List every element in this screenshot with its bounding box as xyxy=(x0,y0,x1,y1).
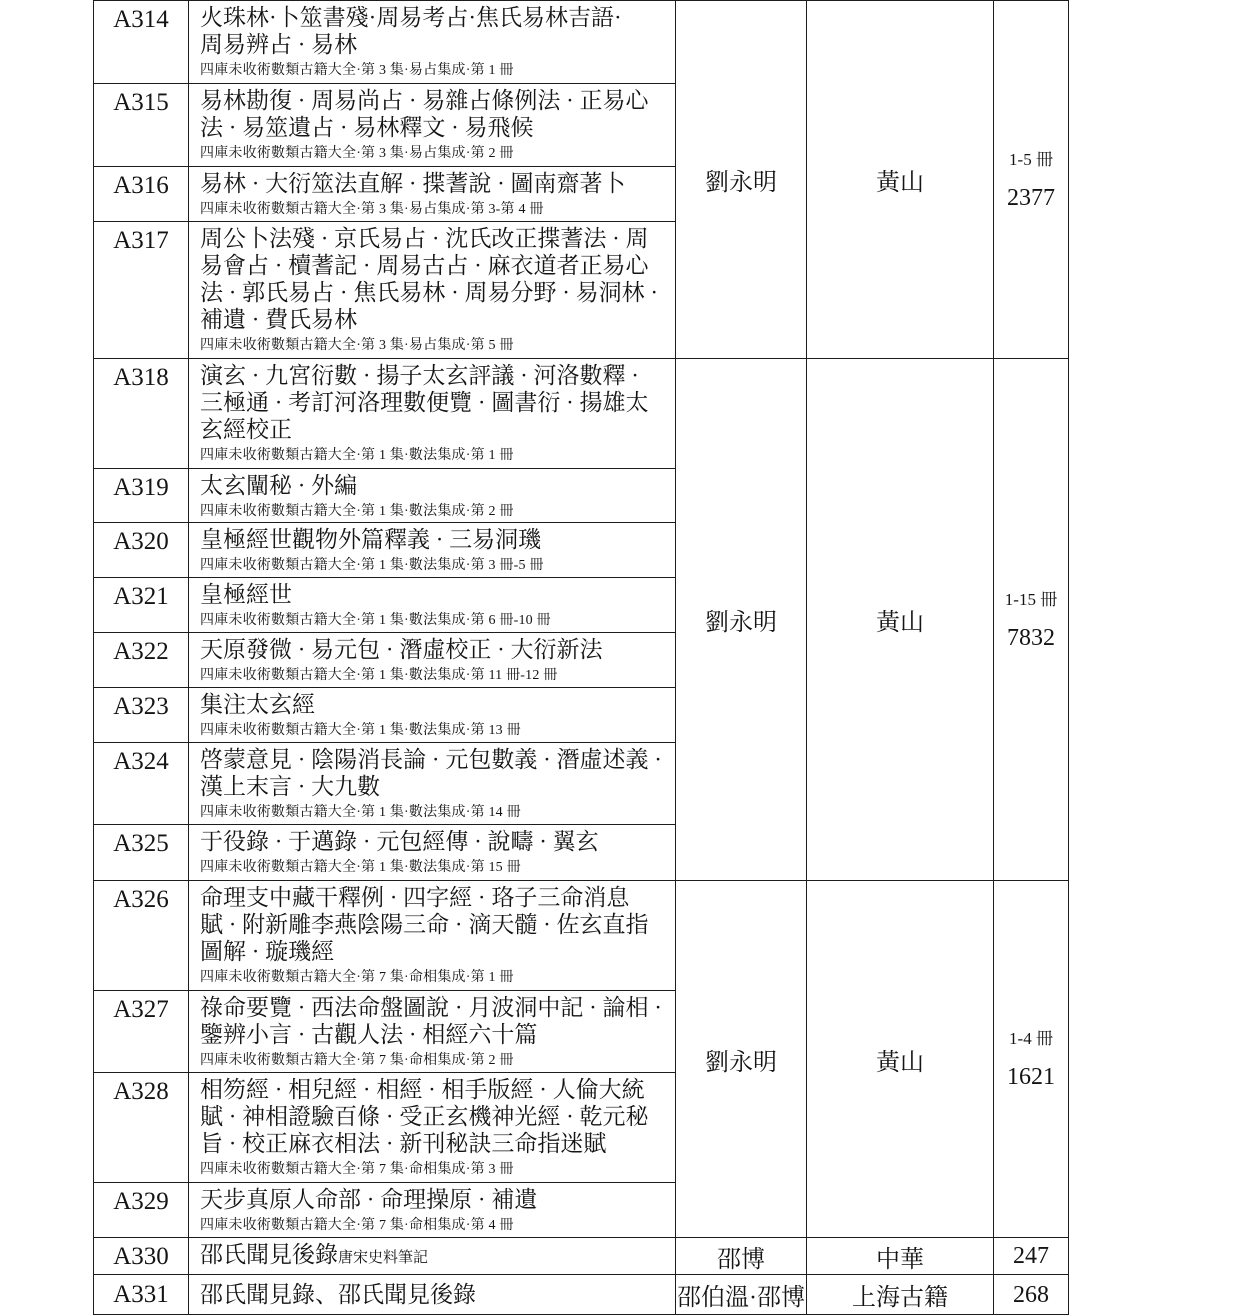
entry-title-cell xyxy=(189,1183,676,1238)
publisher-cell: 中華 xyxy=(807,1238,994,1275)
series-info: 四庫未收術數類古籍大全·第 1 集·數法集成·第 2 冊 xyxy=(200,504,514,519)
volume-price-cell xyxy=(994,881,1069,1238)
title-line xyxy=(200,170,669,197)
entry-title-cell xyxy=(189,991,676,1073)
series-info: 四庫未收術數類古籍大全·第 1 集·數法集成·第 15 冊 xyxy=(200,860,521,875)
author-cell: 劉永明 xyxy=(676,1,807,359)
title-line xyxy=(200,472,669,499)
entry-id: A331 xyxy=(94,1275,189,1315)
entry-title-cell xyxy=(189,222,676,359)
author-cell: 劉永明 xyxy=(676,881,807,1238)
entry-id: A323 xyxy=(94,688,189,743)
entry-title-cell xyxy=(189,825,676,881)
title-line xyxy=(200,581,669,608)
title-line xyxy=(200,1021,669,1048)
title-line xyxy=(200,114,669,141)
title-text: 太玄闡秘 · 外編 xyxy=(200,473,358,498)
entry-id: A324 xyxy=(94,743,189,825)
volume-price-cell xyxy=(994,1,1069,359)
series-info: 四庫未收術數類古籍大全·第 3 集·易占集成·第 3-第 4 冊 xyxy=(200,202,544,217)
volume-range: 1-15 冊 xyxy=(1004,589,1058,609)
price-value: 1621 xyxy=(1007,1064,1055,1090)
entry-id: A319 xyxy=(94,469,189,523)
title-line xyxy=(200,911,669,938)
title-line xyxy=(200,31,669,58)
title-text: 易林 · 大衍筮法直解 · 揲蓍說 · 圖南齋著卜 xyxy=(200,171,626,196)
title-text: 天步真原人命部 · 命理操原 · 補遺 xyxy=(200,1187,538,1212)
series-info: 四庫未收術數類古籍大全·第 1 集·數法集成·第 13 冊 xyxy=(200,723,521,738)
entry-id: A314 xyxy=(94,1,189,84)
series-info: 四庫未收術數類古籍大全·第 3 集·易占集成·第 5 冊 xyxy=(200,338,514,353)
series-info: 四庫未收術數類古籍大全·第 7 集·命相集成·第 1 冊 xyxy=(200,970,514,985)
title-line xyxy=(200,306,669,333)
title-text: 火珠林·卜筮書殘·周易考占·焦氏易林吉語· xyxy=(200,5,622,30)
series-info: 四庫未收術數類古籍大全·第 7 集·命相集成·第 2 冊 xyxy=(200,1053,514,1068)
title-text: 三極通 · 考訂河洛理數便覽 · 圖書衍 · 揚雄太 xyxy=(200,390,649,415)
entry-title-cell xyxy=(189,359,676,469)
entry-title-cell xyxy=(189,469,676,523)
title-line xyxy=(200,87,669,114)
entry-id: A328 xyxy=(94,1073,189,1183)
price-value: 247 xyxy=(1013,1243,1049,1269)
table-row xyxy=(94,359,1069,469)
volume-range: 1-5 冊 xyxy=(1009,149,1053,169)
title-text: 相笏經 · 相兒經 · 相經 · 相手版經 · 人倫大統 xyxy=(200,1077,645,1102)
series-info: 四庫未收術數類古籍大全·第 3 集·易占集成·第 2 冊 xyxy=(200,146,514,161)
title-line xyxy=(200,1186,669,1213)
table-row xyxy=(94,881,1069,991)
catalog-body xyxy=(94,1,1069,1315)
title-text: 漢上末言 · 大九數 xyxy=(200,774,381,799)
series-info: 四庫未收術數類古籍大全·第 1 集·數法集成·第 11 冊-12 冊 xyxy=(200,668,558,683)
title-line xyxy=(200,828,669,855)
title-line xyxy=(200,1103,669,1130)
publisher-cell: 黃山 xyxy=(807,1,994,359)
entry-title-cell xyxy=(189,523,676,578)
title-line xyxy=(200,746,669,773)
publisher-cell: 黃山 xyxy=(807,881,994,1238)
entry-title-cell xyxy=(189,578,676,633)
title-text: 邵氏聞見後錄 xyxy=(200,1241,338,1267)
author-cell: 邵伯溫·邵博 xyxy=(676,1275,807,1315)
title-text: 祿命要覽 · 西法命盤圖說 · 月波洞中記 · 論相 · xyxy=(200,995,662,1020)
author-cell: 劉永明 xyxy=(676,359,807,881)
entry-id: A315 xyxy=(94,84,189,167)
entry-title-cell xyxy=(189,881,676,991)
title-text: 旨 · 校正麻衣相法 · 新刊秘訣三命指迷賦 xyxy=(200,1131,607,1156)
title-text: 玄經校正 xyxy=(200,417,292,442)
series-info: 四庫未收術數類古籍大全·第 1 集·數法集成·第 14 冊 xyxy=(200,805,521,820)
entry-title-cell xyxy=(189,1275,676,1315)
title-text: 皇極經世 xyxy=(200,582,292,607)
series-info: 四庫未收術數類古籍大全·第 7 集·命相集成·第 4 冊 xyxy=(200,1218,514,1233)
entry-title-cell xyxy=(189,633,676,688)
title-text: 周公卜法殘 · 京氏易占 · 沈氏改正揲蓍法 · 周 xyxy=(200,226,649,251)
entry-title-cell xyxy=(189,167,676,222)
table-row xyxy=(94,1,1069,84)
entry-id: A318 xyxy=(94,359,189,469)
title-text: 天原發微 · 易元包 · 潛虛校正 · 大衍新法 xyxy=(200,637,603,662)
title-line xyxy=(200,1076,669,1103)
title-text: 賦 · 附新雕李燕陰陽三命 · 滴天髓 · 佐玄直指 xyxy=(200,912,649,937)
title-line xyxy=(200,416,669,443)
title-line xyxy=(200,225,669,252)
publisher-cell: 上海古籍 xyxy=(807,1275,994,1315)
title-line xyxy=(200,1130,669,1157)
title-line xyxy=(200,938,669,965)
entry-id: A321 xyxy=(94,578,189,633)
entry-title-cell xyxy=(189,1,676,84)
title-line xyxy=(200,362,669,389)
volume-price-cell xyxy=(994,359,1069,881)
entry-title-cell xyxy=(189,743,676,825)
volume-price-cell xyxy=(994,1238,1069,1275)
title-note: 唐宋史料筆記 xyxy=(338,1249,429,1266)
title-text: 于役錄 · 于邁錄 · 元包經傳 · 說疇 · 翼玄 xyxy=(200,829,599,854)
volume-range: 1-4 冊 xyxy=(1009,1029,1053,1048)
series-info: 四庫未收術數類古籍大全·第 1 集·數法集成·第 1 冊 xyxy=(200,448,514,463)
title-text: 演玄 · 九宮衍數 · 揚子太玄評議 · 河洛數釋 · xyxy=(200,363,639,388)
title-line xyxy=(200,691,669,718)
title-line xyxy=(200,1281,669,1308)
series-info: 四庫未收術數類古籍大全·第 3 集·易占集成·第 1 冊 xyxy=(200,63,514,78)
title-line xyxy=(200,279,669,306)
table-row xyxy=(94,1275,1069,1315)
title-text: 邵氏聞見錄、邵氏聞見後錄 xyxy=(200,1282,476,1307)
title-text: 賦 · 神相證驗百條 · 受正玄機神光經 · 乾元秘 xyxy=(200,1104,649,1129)
publisher-cell: 黃山 xyxy=(807,359,994,881)
title-line xyxy=(200,252,669,279)
title-line xyxy=(200,389,669,416)
entry-id: A322 xyxy=(94,633,189,688)
entry-id: A326 xyxy=(94,881,189,991)
title-line xyxy=(200,636,669,663)
series-info: 四庫未收術數類古籍大全·第 1 集·數法集成·第 6 冊-10 冊 xyxy=(200,613,551,628)
title-text: 補遺 · 費氏易林 xyxy=(200,307,358,332)
price-value: 7832 xyxy=(1007,624,1055,651)
author-cell: 邵博 xyxy=(676,1238,807,1275)
price-value: 2377 xyxy=(1007,184,1055,211)
volume-price-cell xyxy=(994,1275,1069,1315)
title-text: 法 · 郭氏易占 · 焦氏易林 · 周易分野 · 易洞林 · xyxy=(200,280,659,305)
title-text: 易會占 · 櫝蓍記 · 周易古占 · 麻衣道者正易心 xyxy=(200,253,649,278)
entry-id: A320 xyxy=(94,523,189,578)
entry-id: A325 xyxy=(94,825,189,881)
title-line xyxy=(200,4,669,31)
title-text: 圖解 · 璇璣經 xyxy=(200,939,335,964)
entry-title-cell xyxy=(189,84,676,167)
title-text: 法 · 易筮遺占 · 易林釋文 · 易飛候 xyxy=(200,115,534,140)
price-value: 268 xyxy=(1013,1281,1049,1308)
title-line xyxy=(200,1241,669,1272)
table-row xyxy=(94,1238,1069,1275)
catalog-table xyxy=(93,0,1069,1315)
entry-title-cell xyxy=(189,688,676,743)
title-text: 命理支中藏干釋例 · 四字經 · 珞子三命消息 xyxy=(200,885,630,910)
series-info: 四庫未收術數類古籍大全·第 7 集·命相集成·第 3 冊 xyxy=(200,1162,514,1177)
series-info: 四庫未收術數類古籍大全·第 1 集·數法集成·第 3 冊-5 冊 xyxy=(200,558,544,573)
title-text: 皇極經世觀物外篇釋義 · 三易洞璣 xyxy=(200,527,542,552)
entry-id: A330 xyxy=(94,1238,189,1275)
title-line xyxy=(200,773,669,800)
title-text: 鑒辨小言 · 古觀人法 · 相經六十篇 xyxy=(200,1022,538,1047)
entry-id: A329 xyxy=(94,1183,189,1238)
title-text: 集注太玄經 xyxy=(200,692,315,717)
entry-id: A316 xyxy=(94,167,189,222)
entry-id: A317 xyxy=(94,222,189,359)
title-text: 易林勘復 · 周易尚占 · 易雜占條例法 · 正易心 xyxy=(200,88,649,113)
entry-title-cell xyxy=(189,1238,676,1275)
title-text: 周易辨占 · 易林 xyxy=(200,32,358,57)
entry-title-cell xyxy=(189,1073,676,1183)
title-line xyxy=(200,994,669,1021)
title-line xyxy=(200,526,669,553)
title-line xyxy=(200,884,669,911)
entry-id: A327 xyxy=(94,991,189,1073)
title-text: 啓蒙意見 · 陰陽消長論 · 元包數義 · 潛虛述義 · xyxy=(200,747,662,772)
